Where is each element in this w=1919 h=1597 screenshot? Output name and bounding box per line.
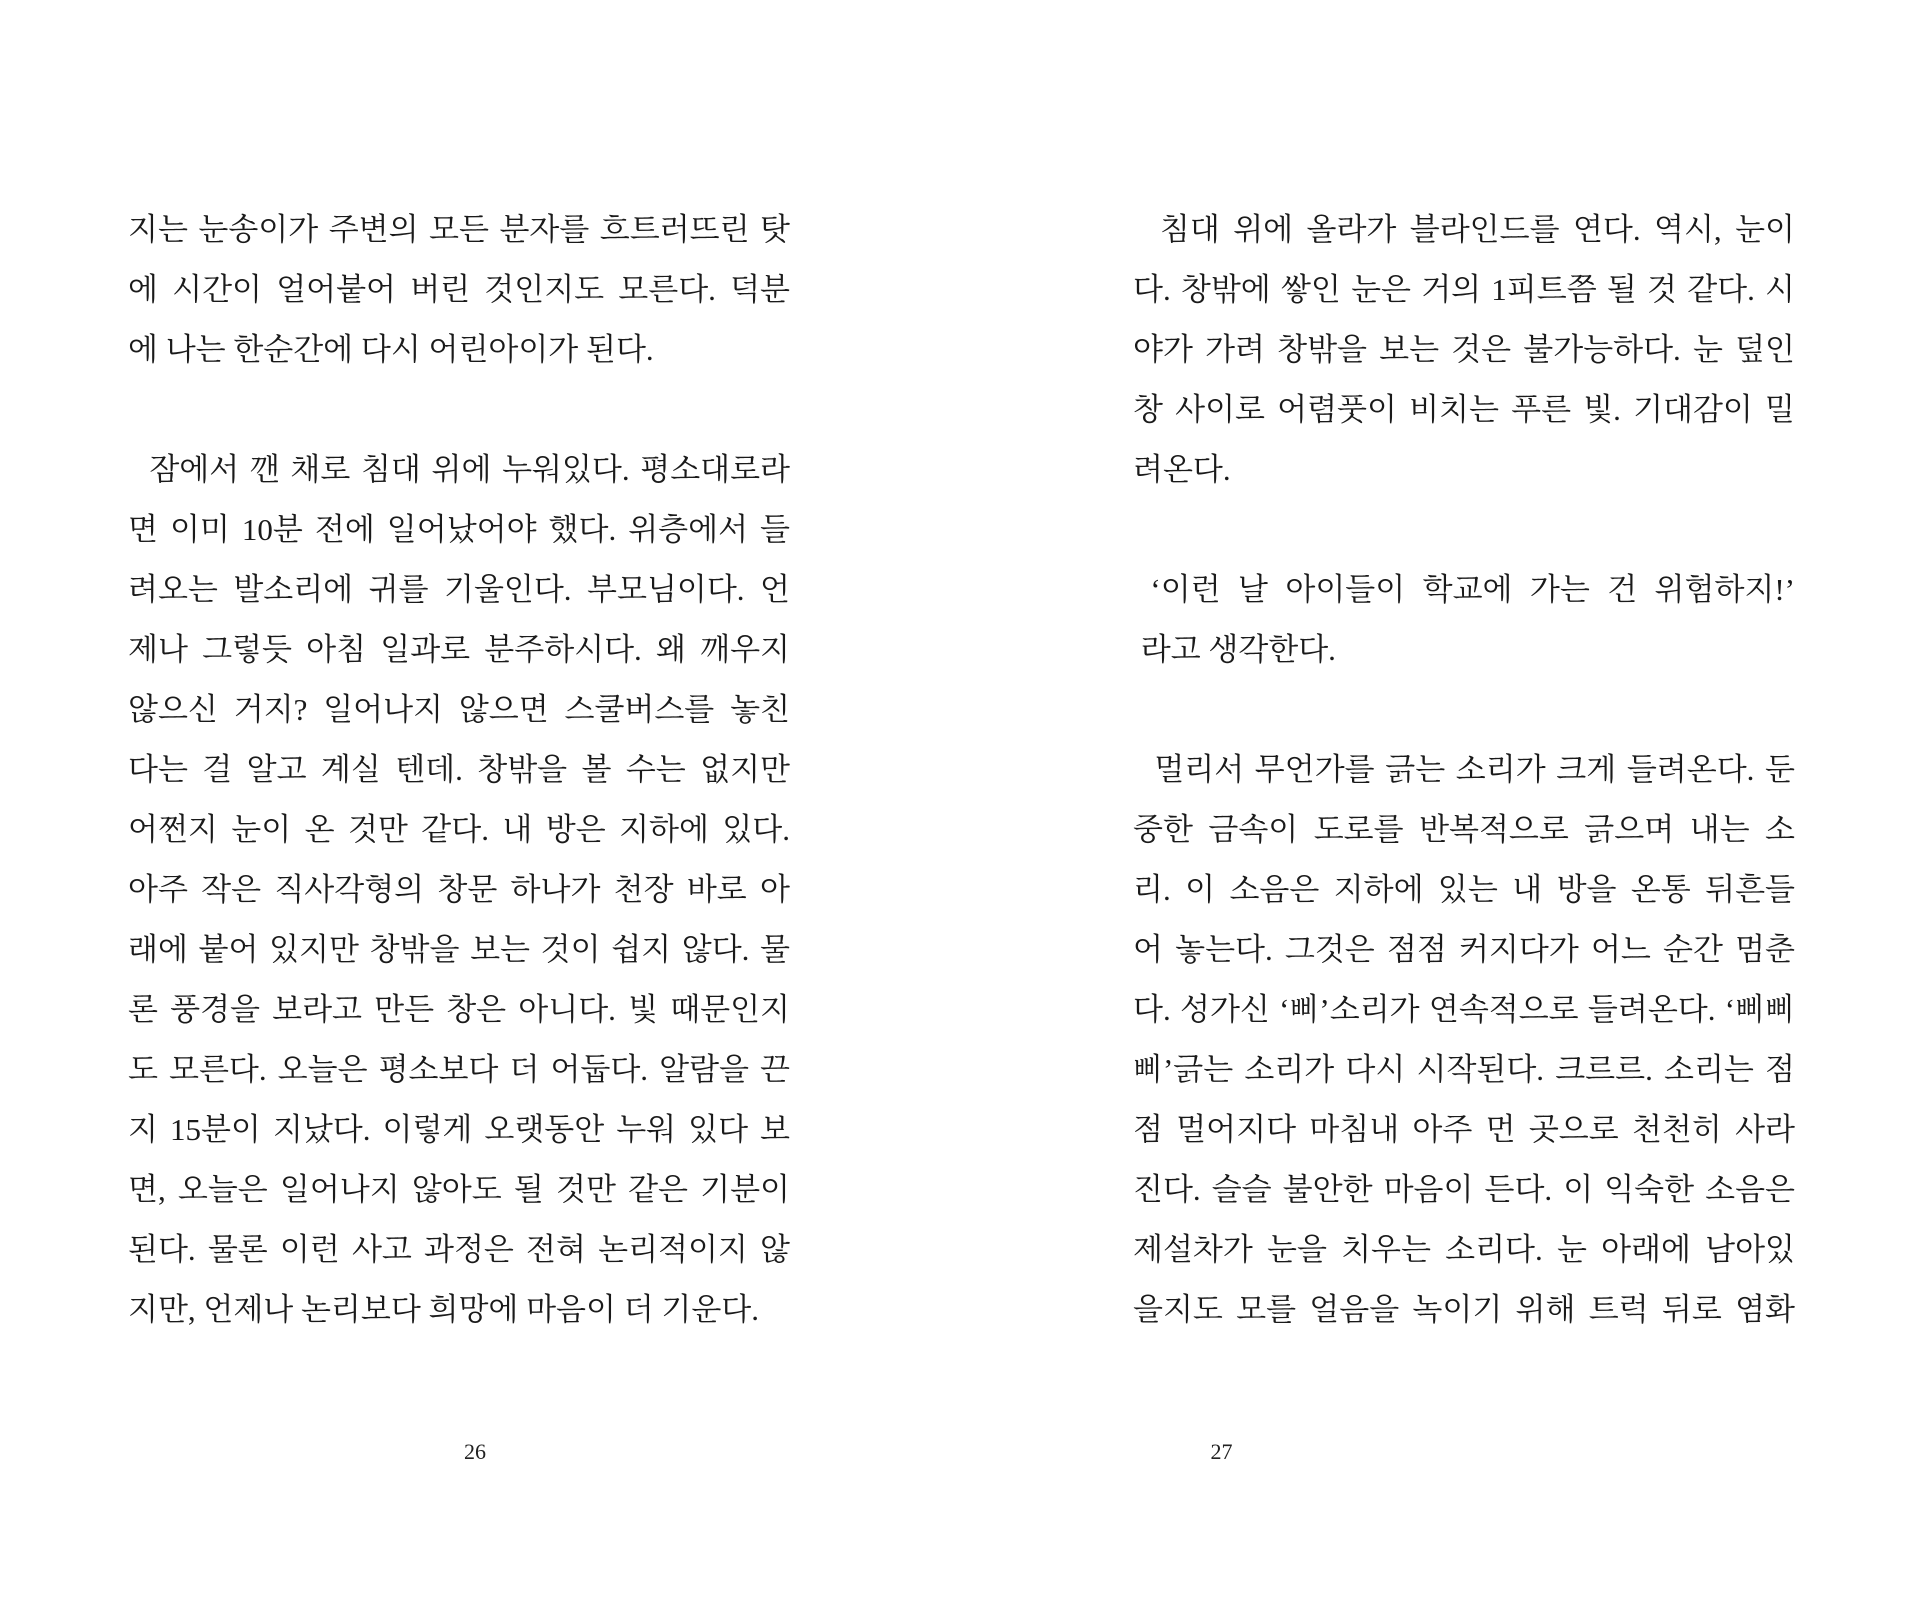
- text-line: 창 사이로 어렴풋이 비치는 푸른 빛. 기대감이 밀: [1133, 392, 1795, 427]
- text-line: 멀리서 무언가를 긁는 소리가 크게 들려온다. 둔: [1133, 752, 1795, 787]
- body-text: [128, 200, 790, 1340]
- text-line: 에 시간이 얼어붙어 버린 것인지도 모른다. 덕분: [128, 272, 790, 307]
- text-line: 잠에서 깬 채로 침대 위에 누워있다. 평소대로라: [128, 452, 790, 487]
- text-line: 어 놓는다. 그것은 점점 커지다가 어느 순간 멈춘: [1133, 932, 1795, 967]
- text-line: 된다. 물론 이런 사고 과정은 전혀 논리적이지 않: [128, 1232, 790, 1267]
- text-line: 에 나는 한순간에 다시 어린아이가 된다.: [128, 332, 654, 367]
- paragraph: [1133, 560, 1795, 680]
- paragraph: [128, 440, 790, 1340]
- text-line: 아주 작은 직사각형의 창문 하나가 천장 바로 아: [128, 872, 790, 907]
- text-line: 점 멀어지다 마침내 아주 먼 곳으로 천천히 사라: [1133, 1112, 1795, 1147]
- text-line: 제설차가 눈을 치우는 소리다. 눈 아래에 남아있: [1133, 1232, 1795, 1267]
- text-line: 않으신 거지? 일어나지 않으면 스쿨버스를 놓친: [128, 692, 790, 727]
- text-line: ‘이런 날 아이들이 학교에 가는 건 위험하지!’: [1133, 572, 1795, 607]
- text-line: 지 15분이 지났다. 이렇게 오랫동안 누워 있다 보: [128, 1112, 790, 1147]
- text-line: 중한 금속이 도로를 반복적으로 긁으며 내는 소: [1133, 812, 1795, 847]
- text-line: 라고 생각한다.: [1133, 632, 1336, 667]
- text-line: 론 풍경을 보라고 만든 창은 아니다. 빛 때문인지: [128, 992, 790, 1027]
- text-line: 면, 오늘은 일어나지 않아도 될 것만 같은 기분이: [128, 1172, 790, 1207]
- text-line: 다. 성가신 ‘삐’소리가 연속적으로 들려온다. ‘삐삐: [1133, 992, 1795, 1027]
- paragraph: [1133, 740, 1795, 1340]
- right-page: [960, 0, 1919, 1597]
- text-line: 리. 이 소음은 지하에 있는 내 방을 온통 뒤흔들: [1133, 872, 1795, 907]
- text-line: 도 모른다. 오늘은 평소보다 더 어둡다. 알람을 끈: [128, 1052, 790, 1087]
- text-line: 을지도 모를 얼음을 녹이기 위해 트럭 뒤로 염화: [1133, 1292, 1795, 1327]
- text-line: 지는 눈송이가 주변의 모든 분자를 흐트러뜨린 탓: [128, 212, 790, 247]
- text-line: 면 이미 10분 전에 일어났어야 했다. 위층에서 들: [128, 512, 790, 547]
- text-line: 다는 걸 알고 계실 텐데. 창밖을 볼 수는 없지만: [128, 752, 790, 787]
- paragraph: [128, 200, 790, 380]
- paragraph: [1133, 200, 1795, 500]
- text-line: 야가 가려 창밖을 보는 것은 불가능하다. 눈 덮인: [1133, 332, 1795, 367]
- text-line: 제나 그렇듯 아침 일과로 분주하시다. 왜 깨우지: [128, 632, 790, 667]
- text-line: 삐’긁는 소리가 다시 시작된다. 크르르. 소리는 점: [1133, 1052, 1795, 1087]
- page-number: 27: [1210, 1439, 1233, 1464]
- page-number: 26: [464, 1439, 486, 1464]
- text-line: 다. 창밖에 쌓인 눈은 거의 1피트쯤 될 것 같다. 시: [1133, 272, 1795, 307]
- text-line: 침대 위에 올라가 블라인드를 연다. 역시, 눈이: [1133, 212, 1795, 247]
- text-line: 어쩐지 눈이 온 것만 같다. 내 방은 지하에 있다.: [128, 812, 790, 847]
- text-line: 진다. 슬슬 불안한 마음이 든다. 이 익숙한 소음은: [1133, 1172, 1795, 1207]
- text-line: 려오는 발소리에 귀를 기울인다. 부모님이다. 언: [128, 572, 790, 607]
- text-line: 려온다.: [1133, 452, 1231, 487]
- body-text: [1133, 200, 1795, 1400]
- text-line: 래에 붙어 있지만 창밖을 보는 것이 쉽지 않다. 물: [128, 932, 790, 967]
- text-line: 지만, 언제나 논리보다 희망에 마음이 더 기운다.: [128, 1292, 759, 1327]
